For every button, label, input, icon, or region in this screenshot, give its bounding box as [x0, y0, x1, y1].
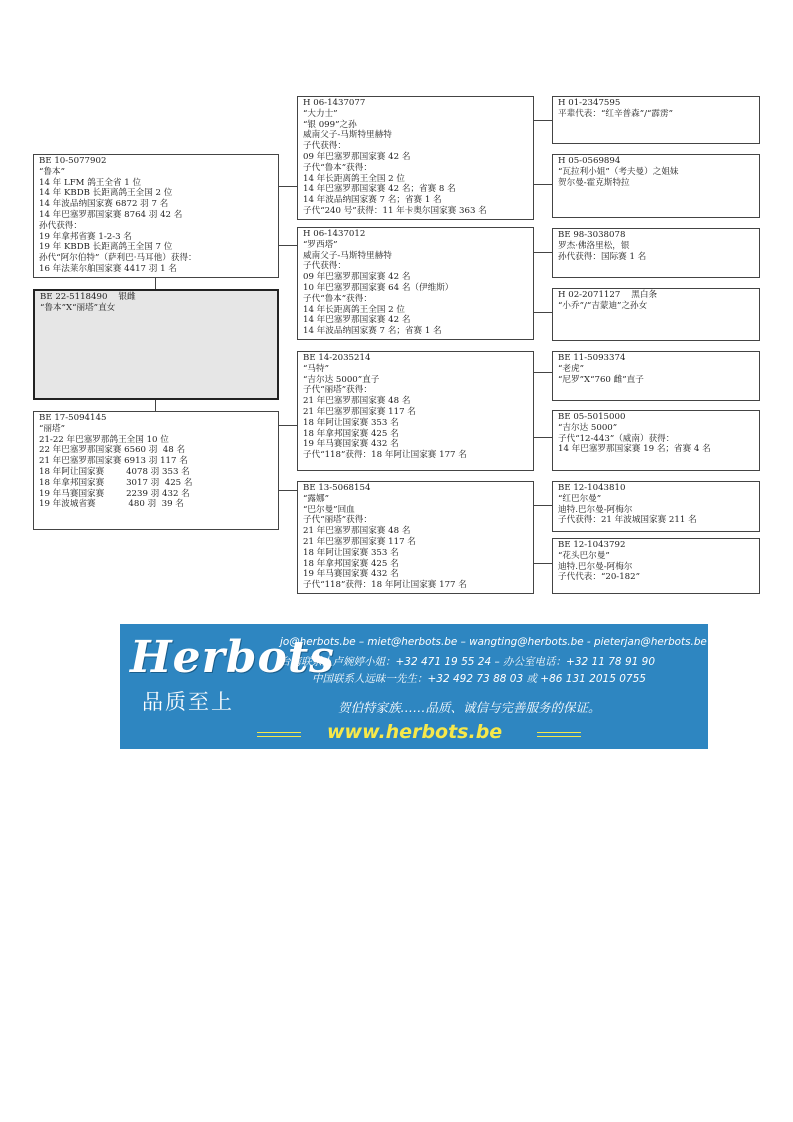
card-line: 威南父子-马斯特里赫特 [303, 250, 392, 261]
decor-rule-right [537, 732, 581, 733]
card-line: 14 年 KBDB 长距离鸽王全国 2 位 [39, 188, 173, 199]
card-line: 子代“118”获得：18 年阿让国家赛 177 名 [303, 450, 467, 461]
card-line: “鲁本” [39, 166, 65, 177]
ss-to-ssd-line [534, 184, 552, 185]
card-line: 14 年巴塞罗那国家赛 42 名；省赛 8 名 [303, 184, 456, 195]
sd-to-sdd-line [534, 312, 552, 313]
card-line: 孙代“阿尔伯特”（萨利巴·马耳他）获得： [39, 253, 197, 264]
card-line: 21 年巴塞罗那国家赛 48 名 [303, 396, 411, 407]
sire-to-ss-line [279, 186, 297, 187]
card-line: 子代“丽塔”获得： [303, 385, 372, 396]
card-line: 18 年阿让国家赛 353 名 [303, 547, 399, 558]
card-line: “花头巴尔曼” [558, 550, 610, 561]
subject-card [33, 289, 279, 400]
sire-card [33, 154, 279, 278]
ddd-card [552, 538, 760, 594]
card-line: 迪特.巴尔曼-阿梅尔 [558, 504, 633, 515]
decor-rule-right-2 [537, 736, 581, 737]
card-line: 18 年阿让国家赛 4078 羽 353 名 [39, 466, 190, 477]
ds-to-dsd-line [534, 437, 552, 438]
card-line: 10 年巴塞罗那国家赛 64 名（伊维斯） [303, 282, 454, 293]
contact-china: 中国联系人远昧一先生：+32 492 73 88 03 或 +86 131 2015 0755 [312, 673, 646, 685]
banner-slogan: 品质至上 [142, 690, 234, 714]
ring-number: BE 22-5118490 银雌 [40, 292, 136, 302]
card-line: 子代“丽塔”获得： [303, 515, 372, 526]
card-line: 14 年巴塞罗那国家赛 42 名 [303, 315, 411, 326]
ds-to-dss-line [534, 372, 552, 373]
ring-number: BE 17-5094145 [39, 413, 107, 423]
card-line: 14 年巴塞罗那国家赛 19 名；省赛 4 名 [558, 444, 711, 455]
ring-number: H 01-2347595 [558, 98, 621, 108]
card-line: 罗杰·佛洛里松，银 [558, 240, 630, 251]
sire-dam-card [297, 227, 534, 340]
dam-to-ds-line [279, 425, 297, 426]
herbots-banner [120, 624, 708, 749]
ring-number: H 06-1437077 [303, 98, 366, 108]
dam-dam-card [297, 481, 534, 594]
card-line: “罗西塔” [303, 239, 338, 250]
card-line: 18 年拿邦国家赛 425 名 [303, 428, 399, 439]
card-line: 09 年巴塞罗那国家赛 42 名 [303, 151, 411, 162]
ring-number: BE 11-5093374 [558, 353, 626, 363]
dds-card [552, 481, 760, 532]
ring-number: H 02-2071127 黑白条 [558, 290, 658, 300]
card-line: 22 年巴塞罗那国家赛 6560 羽 48 名 [39, 445, 186, 456]
card-line: 09 年巴塞罗那国家赛 42 名 [303, 272, 411, 283]
card-line: 威南父子-马斯特里赫特 [303, 130, 392, 141]
dam-to-dd-line [279, 490, 297, 491]
ring-number: BE 13-5068154 [303, 483, 371, 493]
sds-card [552, 228, 760, 278]
card-line: 19 年马赛国家赛 432 名 [303, 569, 399, 580]
dd-to-dds-line [534, 505, 552, 506]
ss-to-sss-line [534, 120, 552, 121]
card-line: “瓦拉利小姐”（考夫曼）之姐妹 [558, 166, 679, 177]
dam-sire-card [297, 351, 534, 471]
sire-to-sd-line [279, 245, 297, 246]
website-link[interactable]: www.herbots.be [327, 721, 503, 743]
ssd-card [552, 154, 760, 218]
card-line: “银 099”之孙 [303, 119, 357, 130]
card-line: 14 年波品纳国家赛 6872 羽 7 名 [39, 199, 169, 210]
sd-to-sds-line [534, 252, 552, 253]
ring-number: BE 14-2035214 [303, 353, 371, 363]
card-line: “马特” [303, 363, 329, 374]
card-line: 子代获得： [303, 261, 346, 272]
card-line: 贺尔曼-霍克斯特拉 [558, 177, 630, 188]
card-line: 孙代获得： [39, 220, 82, 231]
card-line: 19 年 KBDB 长距离鸽王全国 7 位 [39, 242, 173, 253]
card-line: 18 年拿邦国家赛 425 名 [303, 558, 399, 569]
herbots-logo: Herbots [130, 632, 335, 683]
dsd-card [552, 410, 760, 471]
subject-dam-link [155, 400, 156, 411]
card-line: “吉尔达 5000” [558, 422, 618, 433]
sdd-card [552, 288, 760, 341]
card-line: “巴尔曼”回血 [303, 504, 355, 515]
card-line: 14 年长距离鸽王全国 2 位 [303, 173, 405, 184]
dd-to-ddd-line [534, 563, 552, 564]
decor-rule-left-2 [257, 736, 301, 737]
card-line: “尼罗”X“760 雌”直子 [558, 374, 644, 385]
contact-taiwan: 台湾联系人卢婉婷小姐：+32 471 19 55 24 – 办公室电话：+32 11 78 91 90 [280, 656, 656, 668]
card-line: 21 年巴塞罗那国家赛 117 名 [303, 406, 416, 417]
card-line: 21 年巴塞罗那国家赛 48 名 [303, 526, 411, 537]
card-line: “大力士” [303, 108, 338, 119]
card-line: 14 年 LFM 鸽王全省 1 位 [39, 177, 142, 188]
ring-number: BE 05-5015000 [558, 412, 626, 422]
card-line: “吉尔达 5000”直子 [303, 374, 380, 385]
card-line: 子代“118”获得：18 年阿让国家赛 177 名 [303, 580, 467, 591]
card-line: 18 年拿邦国家赛 3017 羽 425 名 [39, 477, 193, 488]
card-line: 子代“鲁本”获得： [303, 293, 372, 304]
card-line: 子代“鲁本”获得： [303, 162, 372, 173]
card-line: 18 年阿让国家赛 353 名 [303, 417, 399, 428]
card-line: 14 年巴塞罗那国家赛 8764 羽 42 名 [39, 209, 183, 220]
card-line: 孙代获得：国际赛 1 名 [558, 251, 647, 262]
ring-number: H 05-0569894 [558, 156, 621, 166]
card-line: 子代“12-443”（威南）获得： [558, 433, 675, 444]
dam-card [33, 411, 279, 530]
card-line: 19 年马赛国家赛 432 名 [303, 439, 399, 450]
card-line: “老虎” [558, 363, 584, 374]
ring-number: BE 98-3038078 [558, 230, 626, 240]
card-line: “鲁本”X“丽塔”直女 [40, 302, 116, 313]
card-line: 19 年马赛国家赛 2239 羽 432 名 [39, 488, 190, 499]
banner-emails[interactable]: jo@herbots.be – miet@herbots.be – wangting@herbots.be - pieterjan@herbots.be [280, 636, 707, 648]
card-line: 平辈代表：“红辛普森”/“霹雳” [558, 108, 674, 119]
dss-card [552, 351, 760, 401]
card-line: 21 年巴塞罗那国家赛 6913 羽 117 名 [39, 456, 188, 467]
ring-number: BE 10-5077902 [39, 156, 107, 166]
subject-sire-link [155, 278, 156, 289]
card-line: 14 年波品纳国家赛 7 名；省赛 1 名 [303, 195, 442, 206]
ring-number: BE 12-1043792 [558, 540, 626, 550]
card-line: 子代代表：“20-182” [558, 572, 640, 583]
card-line: 迪特.巴尔曼-阿梅尔 [558, 561, 633, 572]
card-line: 21 年巴塞罗那国家赛 117 名 [303, 536, 416, 547]
sire-sire-card [297, 96, 534, 220]
card-line: 19 年波城省赛 480 羽 39 名 [39, 499, 184, 510]
card-line: 16 年法莱尔舶国家赛 4417 羽 1 名 [39, 263, 177, 274]
card-line: “丽塔” [39, 423, 65, 434]
card-line: 子代获得：21 年波城国家赛 211 名 [558, 515, 697, 526]
card-line: 子代“240 号”获得：11 年卡奥尔国家赛 363 名 [303, 205, 487, 216]
card-line: 子代获得： [303, 141, 346, 152]
card-line: 19 年拿邦省赛 1-2-3 名 [39, 231, 132, 242]
card-line: “小乔”/“吉蒙迪”之孙女 [558, 300, 648, 311]
card-line: “红巴尔曼” [558, 493, 602, 504]
banner-tagline: 贺伯特家族……品质、诚信与完善服务的保证。 [338, 700, 601, 715]
ring-number: BE 12-1043810 [558, 483, 626, 493]
decor-rule-left [257, 732, 301, 733]
sss-card [552, 96, 760, 144]
ring-number: H 06-1437012 [303, 229, 366, 239]
card-line: 21-22 年巴塞罗那鸽王全国 10 位 [39, 434, 169, 445]
card-line: “露娜” [303, 493, 329, 504]
card-line: 14 年波品纳国家赛 7 名；省赛 1 名 [303, 326, 442, 337]
card-line: 14 年长距离鸽王全国 2 位 [303, 304, 405, 315]
